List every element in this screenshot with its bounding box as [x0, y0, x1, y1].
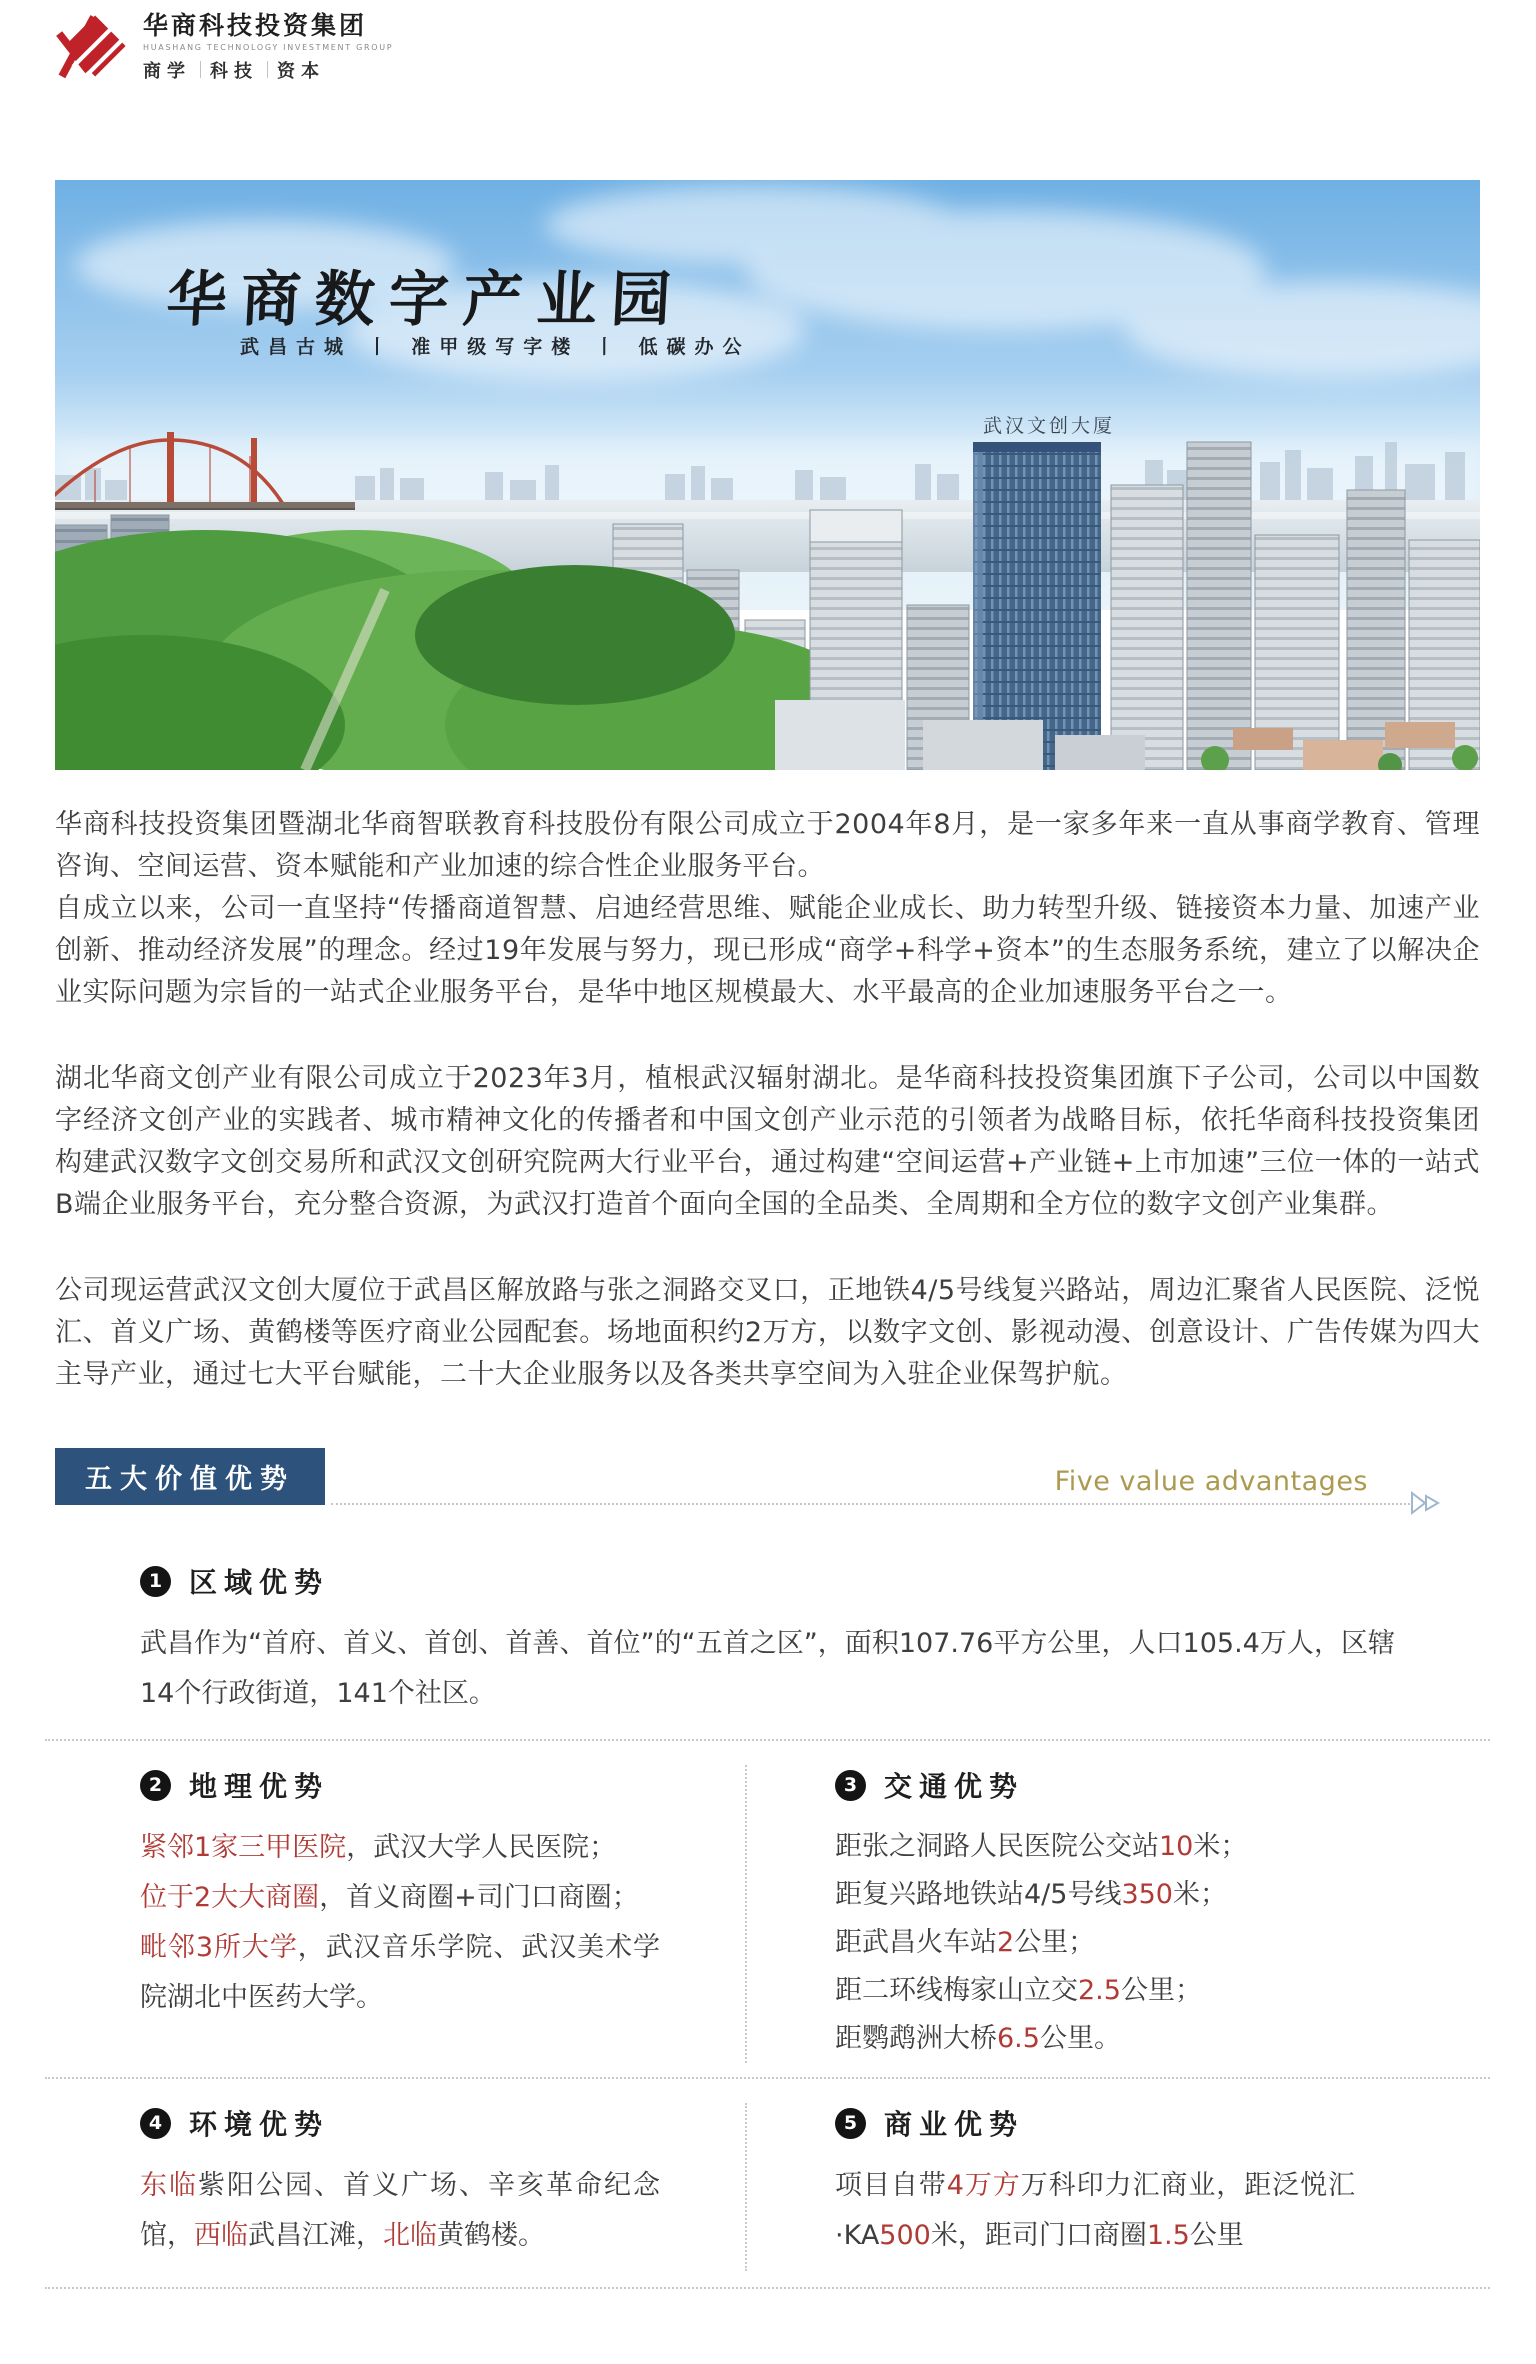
- number-badge: 5: [835, 2108, 866, 2139]
- company-tagline: [143, 57, 393, 83]
- advantage-row: [55, 2103, 1480, 2271]
- advantage-title-label: 环境优势: [189, 2108, 330, 2141]
- section-title-cn: 五大价值优势: [55, 1448, 325, 1505]
- company-logo: [55, 12, 1536, 83]
- advantages-section: [55, 1561, 1480, 2289]
- advantage-title: [140, 1765, 745, 1805]
- advantage-title-label: 区域优势: [189, 1566, 330, 1599]
- advantage-title-label: 地理优势: [189, 1770, 330, 1803]
- advantage-body: 东临紫阳公园、首义广场、辛亥革命纪念馆，西临武昌江滩，北临黄鹤楼。: [140, 2170, 660, 2251]
- intro-paragraph: 湖北华商文创产业有限公司成立于2023年3月，植根武汉辐射湖北。是华商科技投资集团旗下子公司，公司以中国数字经济文创产业的实践者、城市精神文化的传播者和中国文创产业示范的引领者为战略目标，依托华商科技投资集团构建武汉数字文创交易所和武汉文创研究院两大行业平台，通过构建“空间运营+产业链+上市加速”三位一体的一站式B端企业服务平台，充分整合资源，为武汉打造首个面向全国的全品类、全周期和全方位的数字文创产业集群。: [55, 1063, 1480, 1220]
- advantage-title: [835, 1765, 1480, 1805]
- advantage-line: 紧邻1家三甲医院，武汉大学人民医院；: [140, 1832, 617, 1863]
- tagline-part: 商学: [143, 60, 191, 82]
- logo-mark-icon: [55, 12, 127, 80]
- advantage-environment: [55, 2103, 745, 2271]
- advantage-geography: [55, 1765, 745, 2063]
- advantage-title-label: 交通优势: [884, 1770, 1025, 1803]
- number-badge: 2: [140, 1770, 171, 1801]
- advantage-line: 距鹦鹉洲大桥6.5公里。: [835, 2023, 1121, 2054]
- intro-paragraph: 华商科技投资集团暨湖北华商智联教育科技股份有限公司成立于2004年8月，是一家多年来一直从事商学教育、管理咨询、空间运营、资本赋能和产业加速的综合性企业服务平台。: [55, 809, 1480, 882]
- advantage-line: 毗邻3所大学，武汉音乐学院、武汉美术学院湖北中医药大学。: [140, 1932, 661, 2013]
- tagline-part: 资本: [277, 60, 325, 82]
- intro-paragraph: 公司现运营武汉文创大厦位于武昌区解放路与张之洞路交叉口，正地铁4/5号线复兴路站，周边汇聚省人民医院、泛悦汇、首义广场、黄鹤楼等医疗商业公园配套。场地面积约2万方，以数字文创、影视动漫、创意设计、广告传媒为四大主导产业，通过七大平台赋能，二十大企业服务以及各类共享空间为入驻企业保驾护航。: [55, 1275, 1480, 1390]
- advantage-title-label: 商业优势: [884, 2108, 1025, 2141]
- hero-subtitle: 武昌古城 丨 准甲级写字楼 丨 低碳办公: [240, 336, 751, 358]
- building-sign: 武汉文创大厦: [983, 415, 1116, 437]
- section-header: [55, 1448, 1480, 1505]
- advantage-line: 距复兴路地铁站4/5号线350米；: [835, 1879, 1227, 1910]
- number-badge: 3: [835, 1770, 866, 1801]
- advantage-title: [140, 1561, 1395, 1601]
- dotted-divider: [45, 2287, 1490, 2289]
- dotted-divider: [45, 1739, 1490, 1741]
- intro-paragraph: 自成立以来，公司一直坚持“传播商道智慧、启迪经营思维、赋能企业成长、助力转型升级、链接资本力量、加速产业创新、推动经济发展”的理念。经过19年发展与努力，现已形成“商学+科学+资本”的生态服务系统，建立了以解决企业实际问题为宗旨的一站式企业服务平台，是华中地区规模最大、水平最高的企业加速服务平台之一。: [55, 893, 1480, 1008]
- logo-text: [143, 12, 393, 83]
- advantage-body: 武昌作为“首府、首义、首创、首善、首位”的“五首之区”，面积107.76平方公里，人口105.4万人，区辖14个行政街道，141个社区。: [140, 1628, 1395, 1709]
- advantage-title: [835, 2103, 1480, 2143]
- hero-title: 华商数字产业园: [164, 265, 687, 335]
- company-name-en: HUASHANG TECHNOLOGY INVESTMENT GROUP: [143, 42, 394, 52]
- tagline-divider: [200, 61, 201, 78]
- advantage-line: 位于2大大商圈，首义商圈+司门口商圈；: [140, 1882, 639, 1913]
- advantage-region: [55, 1561, 1480, 1719]
- advantage-title: [140, 2103, 745, 2143]
- featured-tower: [973, 415, 1115, 770]
- number-badge: 1: [140, 1566, 171, 1597]
- advantage-line: 距张之洞路人民医院公交站10米；: [835, 1831, 1248, 1862]
- advantage-line: 距武昌火车站2公里；: [835, 1927, 1096, 1958]
- dotted-divider: [45, 2077, 1490, 2079]
- advantage-line: 距二环线梅家山立交2.5公里；: [835, 1975, 1202, 2006]
- advantage-body: [140, 1823, 660, 2023]
- advantage-body: 项目自带4万方万科印力汇商业，距泛悦汇·KA500米，距司门口商圈1.5公里: [835, 2170, 1356, 2251]
- advantage-transportation: [747, 1765, 1480, 2063]
- site-header: [0, 0, 1536, 92]
- advantage-commerce: [747, 2103, 1480, 2271]
- tagline-part: 科技: [210, 60, 258, 82]
- chevron-right-icon: [1408, 1488, 1444, 1518]
- advantage-body: [835, 1823, 1355, 2063]
- advantage-row: [55, 1765, 1480, 2063]
- tagline-divider: [267, 61, 268, 78]
- company-name: 华商科技投资集团: [143, 11, 368, 40]
- intro-section: [55, 804, 1480, 1396]
- hero-banner: [55, 180, 1480, 770]
- section-title-en: Five value advantages: [1054, 1466, 1368, 1497]
- dotted-divider: [331, 1503, 1410, 1505]
- number-badge: 4: [140, 2108, 171, 2139]
